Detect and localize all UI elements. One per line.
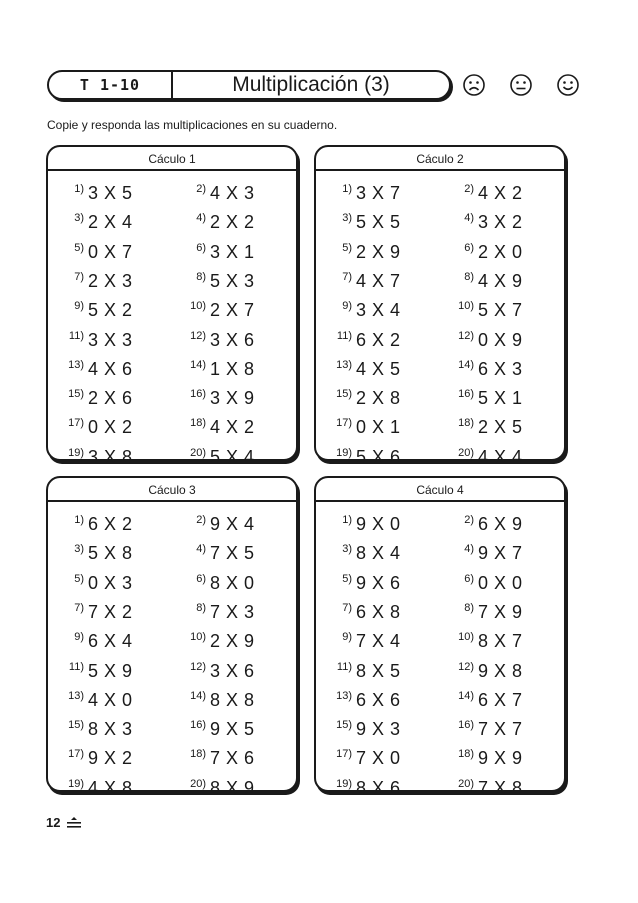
exercise-number: 8) (464, 601, 474, 614)
exercise-number: 19) (336, 446, 352, 459)
exercise-item (174, 686, 294, 710)
exercise-item (52, 510, 172, 534)
exercise-number: 7) (342, 270, 352, 283)
exercise-number: 6) (464, 572, 474, 585)
panel-title: Cáculo 2 (316, 147, 564, 171)
exercise-item (174, 657, 294, 681)
exercise-item (52, 267, 172, 291)
exercise-number: 17) (336, 748, 352, 761)
multiplication-expression: 5 X 9 (88, 660, 133, 681)
multiplication-expression: 4 X 7 (356, 270, 401, 291)
exercise-item (442, 355, 562, 379)
calculation-panel-1 (46, 145, 298, 467)
exercise-item (320, 657, 440, 681)
exercise-item (52, 443, 172, 467)
exercise-number: 16) (190, 719, 206, 732)
exercise-item (52, 774, 172, 798)
exercise-number: 17) (68, 417, 84, 430)
exercise-item (320, 296, 440, 320)
multiplication-expression: 7 X 3 (210, 601, 255, 622)
exercise-number: 4) (196, 212, 206, 225)
multiplication-expression: 4 X 3 (210, 183, 255, 203)
exercise-item (442, 774, 562, 798)
exercise-item (442, 179, 562, 203)
exercise-number: 5) (342, 572, 352, 585)
multiplication-expression: 7 X 6 (210, 748, 255, 769)
multiplication-expression: 8 X 3 (88, 719, 133, 740)
exercise-number: 10) (458, 300, 474, 313)
exercise-item (442, 443, 562, 467)
multiplication-expression: 9 X 3 (356, 719, 401, 740)
exercise-number: 11) (336, 329, 352, 342)
exercise-number: 4) (464, 543, 474, 556)
calculation-panel-2 (314, 145, 566, 467)
exercise-item (442, 413, 562, 437)
exercise-item (320, 627, 440, 651)
exercise-number: 9) (74, 300, 84, 313)
exercise-number: 4) (464, 212, 474, 225)
exercise-number: 15) (336, 719, 352, 732)
exercise-number: 8) (196, 601, 206, 614)
multiplication-expression: 4 X 2 (478, 183, 523, 203)
multiplication-expression: 2 X 7 (210, 300, 255, 321)
panel-title: Cáculo 4 (316, 478, 564, 502)
exercise-number: 4) (196, 543, 206, 556)
exercise-item (174, 384, 294, 408)
multiplication-expression: 6 X 8 (356, 601, 401, 622)
panel-title: Cáculo 3 (48, 478, 296, 502)
exercise-number: 5) (342, 241, 352, 254)
exercise-item (442, 238, 562, 262)
self-assessment-faces (462, 73, 582, 99)
exercise-number: 18) (190, 417, 206, 430)
multiplication-expression: 9 X 2 (88, 748, 133, 769)
menu-lines-icon (66, 817, 82, 829)
multiplication-expression: 6 X 4 (88, 631, 133, 652)
neutral-face-icon[interactable] (509, 73, 533, 97)
exercise-grid (48, 171, 296, 467)
exercise-item (52, 208, 172, 232)
instruction-text: Copie y responda las multiplicaciones en su cuaderno. (47, 118, 338, 132)
exercise-item (320, 715, 440, 739)
exercise-item (320, 774, 440, 798)
panel-title: Cáculo 1 (48, 147, 296, 171)
exercise-item (174, 208, 294, 232)
exercise-number: 20) (190, 446, 206, 459)
exercise-number: 17) (68, 748, 84, 761)
exercise-number: 7) (74, 601, 84, 614)
multiplication-expression: 9 X 9 (478, 748, 523, 769)
multiplication-expression: 7 X 5 (210, 543, 255, 564)
happy-face-icon[interactable] (556, 73, 580, 97)
multiplication-expression: 7 X 7 (478, 719, 523, 740)
exercise-number: 18) (190, 748, 206, 761)
exercise-item (52, 539, 172, 563)
multiplication-expression: 0 X 7 (88, 241, 133, 262)
multiplication-expression: 5 X 6 (356, 446, 401, 467)
section-code: T 1-10 (49, 72, 173, 98)
multiplication-expression: 7 X 8 (478, 777, 523, 798)
exercise-number: 1) (342, 514, 352, 526)
exercise-item (52, 715, 172, 739)
multiplication-expression: 5 X 3 (210, 270, 255, 291)
exercise-item (52, 598, 172, 622)
multiplication-expression: 8 X 0 (210, 572, 255, 593)
multiplication-expression: 0 X 0 (478, 572, 523, 593)
multiplication-expression: 4 X 8 (88, 777, 133, 798)
exercise-item (52, 569, 172, 593)
exercise-number: 20) (458, 777, 474, 790)
exercise-item (174, 715, 294, 739)
exercise-item (442, 657, 562, 681)
multiplication-expression: 5 X 2 (88, 300, 133, 321)
exercise-item (174, 355, 294, 379)
exercise-number: 16) (190, 388, 206, 401)
multiplication-expression: 2 X 3 (88, 270, 133, 291)
exercise-number: 8) (196, 270, 206, 283)
exercise-item (174, 569, 294, 593)
multiplication-expression: 3 X 6 (210, 329, 255, 350)
exercise-item (52, 686, 172, 710)
calculation-panel-3 (46, 476, 298, 798)
multiplication-expression: 9 X 5 (210, 719, 255, 740)
exercise-number: 2) (196, 183, 206, 195)
exercise-item (320, 326, 440, 350)
exercise-number: 6) (464, 241, 474, 254)
exercise-item (174, 744, 294, 768)
exercise-grid (316, 171, 564, 467)
exercise-item (442, 598, 562, 622)
multiplication-expression: 0 X 2 (88, 417, 133, 438)
exercise-number: 10) (190, 300, 206, 313)
exercise-item (174, 510, 294, 534)
exercise-number: 9) (342, 300, 352, 313)
exercise-item (320, 355, 440, 379)
exercise-number: 3) (74, 212, 84, 225)
exercise-grid (48, 502, 296, 798)
exercise-number: 13) (336, 689, 352, 702)
exercise-item (442, 627, 562, 651)
exercise-number: 17) (336, 417, 352, 430)
exercise-item (320, 510, 440, 534)
exercise-number: 9) (342, 631, 352, 644)
exercise-item (320, 413, 440, 437)
exercise-item (52, 179, 172, 203)
page-number: 12 (46, 815, 61, 830)
exercise-number: 19) (68, 777, 84, 790)
multiplication-expression: 2 X 4 (88, 212, 133, 233)
exercise-number: 15) (336, 388, 352, 401)
multiplication-expression: 4 X 2 (210, 417, 255, 438)
exercise-item (442, 569, 562, 593)
exercise-item (52, 413, 172, 437)
multiplication-expression: 9 X 7 (478, 543, 523, 564)
exercise-item (442, 744, 562, 768)
exercise-item (320, 238, 440, 262)
page-footer (46, 815, 82, 830)
multiplication-expression: 3 X 3 (88, 329, 133, 350)
exercise-item (174, 539, 294, 563)
exercise-number: 2) (196, 514, 206, 526)
multiplication-expression: 3 X 4 (356, 300, 401, 321)
multiplication-expression: 4 X 4 (478, 446, 523, 467)
exercise-number: 10) (458, 631, 474, 644)
exercise-number: 6) (196, 572, 206, 585)
multiplication-expression: 8 X 4 (356, 543, 401, 564)
exercise-item (442, 539, 562, 563)
exercise-number: 5) (74, 241, 84, 254)
multiplication-expression: 3 X 5 (88, 183, 133, 203)
exercise-number: 11) (68, 660, 84, 673)
section-header (47, 70, 451, 100)
exercise-item (442, 510, 562, 534)
multiplication-expression: 7 X 0 (356, 748, 401, 769)
exercise-number: 14) (190, 358, 206, 371)
multiplication-expression: 3 X 2 (478, 212, 523, 233)
exercise-number: 15) (68, 719, 84, 732)
multiplication-expression: 9 X 6 (356, 572, 401, 593)
exercise-item (320, 267, 440, 291)
exercise-item (174, 627, 294, 651)
multiplication-expression: 5 X 7 (478, 300, 523, 321)
calculation-panel-4 (314, 476, 566, 798)
exercise-item (52, 238, 172, 262)
multiplication-expression: 7 X 2 (88, 601, 133, 622)
exercise-item (174, 238, 294, 262)
exercise-number: 14) (458, 689, 474, 702)
multiplication-expression: 5 X 4 (210, 446, 255, 467)
sad-face-icon[interactable] (462, 73, 486, 97)
multiplication-expression: 5 X 5 (356, 212, 401, 233)
exercise-item (52, 384, 172, 408)
exercise-number: 2) (464, 183, 474, 195)
multiplication-expression: 3 X 8 (88, 446, 133, 467)
exercise-item (320, 384, 440, 408)
exercise-item (174, 598, 294, 622)
exercise-number: 15) (68, 388, 84, 401)
exercise-item (320, 744, 440, 768)
exercise-item (174, 774, 294, 798)
multiplication-expression: 3 X 9 (210, 388, 255, 409)
multiplication-expression: 2 X 6 (88, 388, 133, 409)
multiplication-expression: 7 X 9 (478, 601, 523, 622)
multiplication-expression: 5 X 8 (88, 543, 133, 564)
exercise-number: 18) (458, 417, 474, 430)
exercise-number: 14) (190, 689, 206, 702)
multiplication-expression: 6 X 6 (356, 689, 401, 710)
page-title: Multiplicación (3) (232, 73, 390, 96)
exercise-number: 14) (458, 358, 474, 371)
exercise-number: 8) (464, 270, 474, 283)
exercise-item (174, 413, 294, 437)
exercise-number: 2) (464, 514, 474, 526)
exercise-item (442, 686, 562, 710)
multiplication-expression: 8 X 8 (210, 689, 255, 710)
multiplication-expression: 2 X 9 (210, 631, 255, 652)
exercise-number: 7) (74, 270, 84, 283)
exercise-number: 3) (342, 212, 352, 225)
multiplication-expression: 6 X 3 (478, 358, 523, 379)
exercise-item (442, 715, 562, 739)
multiplication-expression: 8 X 6 (356, 777, 401, 798)
exercise-item (442, 208, 562, 232)
exercise-item (52, 657, 172, 681)
multiplication-expression: 4 X 6 (88, 358, 133, 379)
exercise-number: 19) (336, 777, 352, 790)
multiplication-expression: 4 X 5 (356, 358, 401, 379)
multiplication-expression: 3 X 6 (210, 660, 255, 681)
exercise-item (52, 744, 172, 768)
exercise-item (442, 296, 562, 320)
exercise-item (174, 296, 294, 320)
exercise-number: 7) (342, 601, 352, 614)
multiplication-expression: 9 X 4 (210, 514, 255, 534)
exercise-item (320, 208, 440, 232)
multiplication-expression: 5 X 1 (478, 388, 523, 409)
multiplication-expression: 8 X 9 (210, 777, 255, 798)
exercise-number: 6) (196, 241, 206, 254)
multiplication-expression: 9 X 8 (478, 660, 523, 681)
multiplication-expression: 9 X 0 (356, 514, 401, 534)
exercise-item (320, 686, 440, 710)
exercise-number: 1) (74, 514, 84, 526)
exercise-item (52, 627, 172, 651)
multiplication-expression: 2 X 9 (356, 241, 401, 262)
exercise-number: 3) (342, 543, 352, 556)
exercise-number: 1) (74, 183, 84, 195)
multiplication-expression: 2 X 0 (478, 241, 523, 262)
exercise-item (320, 569, 440, 593)
exercise-number: 12) (458, 660, 474, 673)
exercise-number: 13) (336, 358, 352, 371)
multiplication-expression: 0 X 9 (478, 329, 523, 350)
exercise-number: 12) (458, 329, 474, 342)
exercise-number: 10) (190, 631, 206, 644)
exercise-item (52, 326, 172, 350)
exercise-item (52, 355, 172, 379)
exercise-item (442, 267, 562, 291)
multiplication-expression: 8 X 7 (478, 631, 523, 652)
exercise-item (174, 179, 294, 203)
multiplication-expression: 6 X 2 (88, 514, 133, 534)
exercise-number: 13) (68, 358, 84, 371)
exercise-number: 5) (74, 572, 84, 585)
multiplication-expression: 6 X 2 (356, 329, 401, 350)
multiplication-expression: 4 X 0 (88, 689, 133, 710)
exercise-number: 16) (458, 719, 474, 732)
multiplication-expression: 3 X 7 (356, 183, 401, 203)
exercise-number: 16) (458, 388, 474, 401)
exercise-number: 19) (68, 446, 84, 459)
exercise-number: 12) (190, 329, 206, 342)
exercise-number: 11) (336, 660, 352, 673)
exercise-number: 18) (458, 748, 474, 761)
exercise-item (320, 179, 440, 203)
multiplication-expression: 2 X 2 (210, 212, 255, 233)
exercise-item (174, 267, 294, 291)
exercise-item (174, 326, 294, 350)
exercise-item (442, 384, 562, 408)
exercise-item (442, 326, 562, 350)
exercise-item (52, 296, 172, 320)
exercise-grid (316, 502, 564, 798)
multiplication-expression: 6 X 7 (478, 689, 523, 710)
multiplication-expression: 2 X 8 (356, 388, 401, 409)
multiplication-expression: 2 X 5 (478, 417, 523, 438)
exercise-number: 11) (68, 329, 84, 342)
exercise-number: 13) (68, 689, 84, 702)
exercise-number: 1) (342, 183, 352, 195)
multiplication-expression: 3 X 1 (210, 241, 255, 262)
multiplication-expression: 0 X 1 (356, 417, 401, 438)
exercise-item (174, 443, 294, 467)
multiplication-expression: 7 X 4 (356, 631, 401, 652)
exercise-item (320, 539, 440, 563)
multiplication-expression: 1 X 8 (210, 358, 255, 379)
exercise-number: 3) (74, 543, 84, 556)
exercise-number: 20) (190, 777, 206, 790)
multiplication-expression: 8 X 5 (356, 660, 401, 681)
multiplication-expression: 0 X 3 (88, 572, 133, 593)
exercise-number: 9) (74, 631, 84, 644)
exercise-item (320, 598, 440, 622)
multiplication-expression: 6 X 9 (478, 514, 523, 534)
multiplication-expression: 4 X 9 (478, 270, 523, 291)
exercise-item (320, 443, 440, 467)
exercise-number: 12) (190, 660, 206, 673)
exercise-number: 20) (458, 446, 474, 459)
